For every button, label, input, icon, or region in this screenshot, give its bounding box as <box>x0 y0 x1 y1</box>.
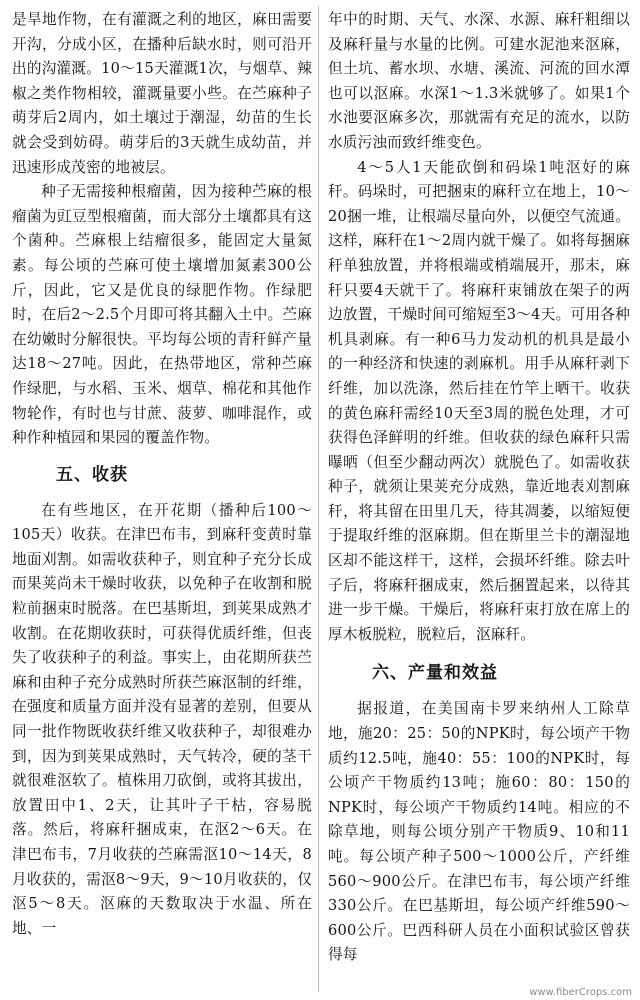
left-column <box>12 8 312 941</box>
paragraph-harvest-timing: 在有些地区，在开花期（播种后100～105天）收获。在津巴布韦，到麻秆变黄时靠地面刈割。如需收获种子，则宜种子充分长成而果荚尚未干燥时收获，以免种子在收割和脱粒前捆束时脱落。在巴基斯坦，到荚果成熟才收割。在花期收获时，可获得优质纤维，但丧失了收获种子的利益。事实上，由花期所获苎麻和由种子充分成熟时所获苎麻沤制的纤维，在强度和质量方面并没有显著的差别，但要从同一批作物既收获纤维又收获种子，却很难办到，因为到荚果成熟时，天气转冷，硬的茎干就很难沤软了。植株用刀砍倒，或将其拔出，放置田中1、2天，让其叶子干枯，容易脱落。然后，将麻秆捆成束，在沤2～6天。在津巴布韦，7月收获的苎麻需沤10～14天，8月收获的，需沤8～9天，9～10月收获的，仅沤5～8天。沤麻的天数取决于水温、所在地、一 <box>12 501 312 937</box>
right-column <box>328 8 630 968</box>
paragraph-nitrogen-fixation: 种子无需接种根瘤菌，因为接种苎麻的根瘤菌为豇豆型根瘤菌，而大部分土壤都具有这个菌种。苎麻根上结瘤很多，能固定大量氮素。每公顷的苎麻可使土壤增加氮素300公斤，因此，它又是优良的绿肥作物。作绿肥时，在后2～2.5个月即可将其翻入土中。苎麻在幼嫩时分解很快。平均每公顷的青秆鲜产量达18～27吨。因此，在热带地区，常种苎麻作绿肥，与水稻、玉米、烟草、棉花和其他作物轮作，有时也与甘蔗、菠萝、咖啡混作，或种作种植园和果园的覆盖作物。 <box>12 183 312 447</box>
section-heading-yield: 六、产量和效益 <box>372 663 498 684</box>
paragraph-irrigation: 是旱地作物，在有灌溉之利的地区，麻田需要开沟，分成小区，在播种后缺水时，则可沿开出的沟灌溉。10～15天灌溉1次，与烟草、辣椒之类作物相较，灌溉量要小些。在苎麻种子萌芽后2周内，如土壤过于潮湿，幼苗的生长就会受到妨碍。萌芽后的3天就生成幼苗，并迅速形成茂密的地被层。 <box>12 11 312 176</box>
paragraph-drying-and-stripping: 4～5人1天能砍倒和码垛1吨沤好的麻秆。码垛时，可把捆束的麻秆立在地上，10～20捆一堆，让根端尽量向外，以便空气流通。这样，麻秆在1～2周内就干燥了。如将每捆麻秆单独放置，并将根端或梢端展开，那末，麻秆只要4天就干了。将麻秆束铺放在架子的两边放置，干燥时间可缩短至3～4天。可用各种机具剥麻。有一种6马力发动机的机具是最小的一种经济和快速的剥麻机。用手从麻秆剥下纤维，加以洗涤，然后挂在竹竿上晒干。收获的黄色麻秆需经10天至3周的脱色处理，才可获得色泽鲜明的纤维。但收获的绿色麻秆只需曝晒（但至少翻动两次）就脱色了。如需收获种子，就须让果荚充分成熟，靠近地表刈割麻秆，将其留在田里几天，待其凋萎，以缩短便于提取纤维的沤麻期。但在斯里兰卡的潮湿地区却不能这样干，这样，会损坏纤维。除去叶子后，将麻秆捆成束，然后捆置起来，以待其进一步干燥。干燥后，将麻秆束打放在席上的厚木板脱粒，脱粒后，沤麻秆。 <box>328 158 630 643</box>
paragraph-retting-conditions: 年中的时期、天气、水深、水源、麻秆粗细以及麻秆量与水量的比例。可建水泥池来沤麻，但土坑、蓄水坝、水塘、溪流、河流的回水潭也可以沤麻。水深1～1.3米就够了。如果1个水池要沤麻多次，那就需有充足的流水，以防水质污浊而致纤维变色。 <box>328 11 630 151</box>
paragraph-yield-report: 据报道，在美国南卡罗来纳州人工除草地，施20：25：50的NPK时，每公顷产干物质约12.5吨，施40：55：100的NPK时，每公顷产干物质约13吨；施60：80：150的NPK时，每公顷产干物质约14吨。相应的不除草地，则每公顷分别产干物质9、10和11吨。每公顷产种子500～1000公斤，产纤维560～900公斤。在津巴布韦，每公顷产纤维330公斤。在巴基斯坦，每公顷产纤维590～600公斤。巴西科研人员在小面积试验区曾获得每 <box>328 700 630 964</box>
site-watermark: www.fiberCrops.com <box>529 987 632 998</box>
section-heading-harvest: 五、收获 <box>56 464 128 485</box>
column-divider <box>318 6 319 992</box>
